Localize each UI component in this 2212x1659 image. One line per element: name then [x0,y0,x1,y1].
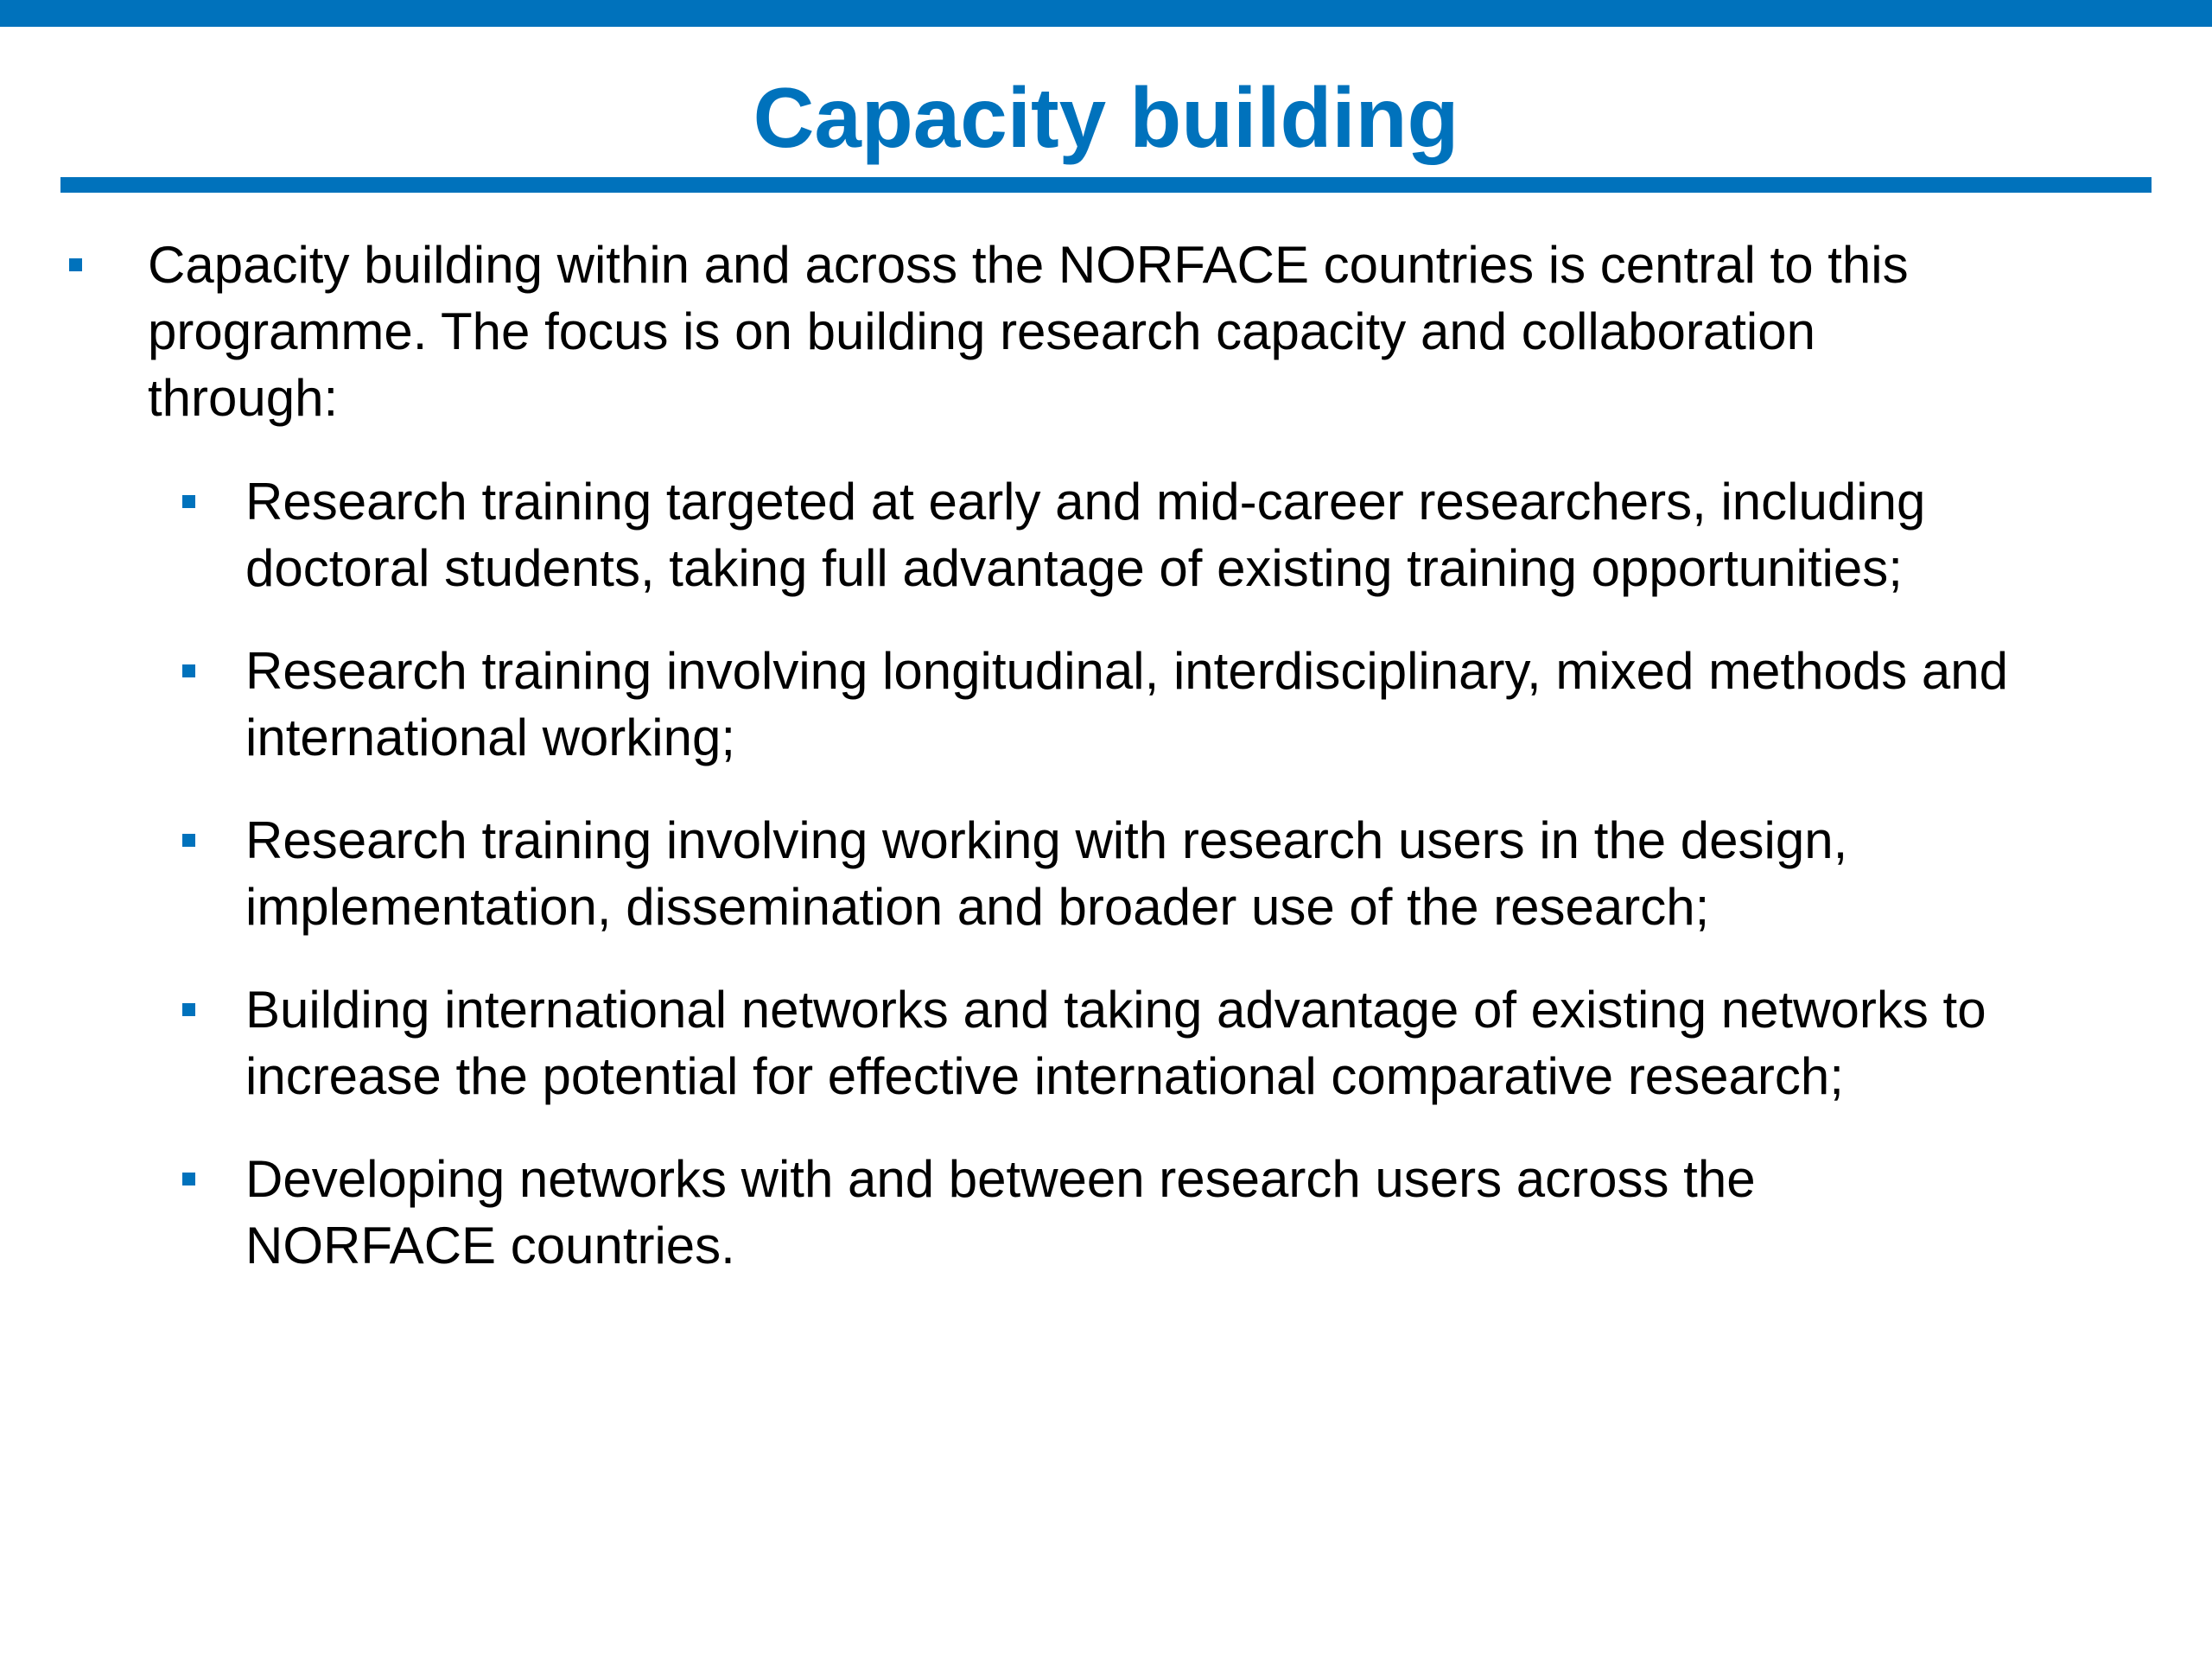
sub-bullet-text [245,468,1925,601]
text-line: increase the potential for effective international comparative research; [245,1047,1844,1105]
top-accent-bar [0,0,2212,27]
main-bullet [148,232,1909,431]
square-bullet-icon [182,664,195,677]
sub-bullet-international-networks [245,976,1986,1109]
text-line: programme. The focus is on building research capacity and collaboration [148,302,1815,360]
sub-bullet-research-training-early-career [245,468,1925,601]
sub-bullet-research-training-users [245,807,1847,940]
text-line: Research training targeted at early and mid-career researchers, including [245,473,1926,531]
sub-bullet-research-training-longitudinal [245,638,2008,771]
sub-bullet-user-networks [245,1146,1756,1279]
sub-bullet-text [245,1146,1756,1279]
main-bullet-text [148,232,1909,431]
sub-bullet-text [245,638,2008,771]
text-line: Research training involving longitudinal, interdisciplinary, mixed methods and [245,642,2008,700]
sub-bullet-text [245,976,1986,1109]
square-bullet-icon [69,258,82,271]
sub-bullet-text [245,807,1847,940]
text-line: through: [148,369,339,427]
square-bullet-icon [182,495,195,508]
title-underline [60,177,2152,193]
square-bullet-icon [182,1173,195,1185]
slide-title: Capacity building [753,70,1459,165]
square-bullet-icon [182,1003,195,1016]
text-line: Capacity building within and across the NORFACE countries is central to this [148,236,1909,294]
text-line: Building international networks and taking advantage of existing networks to [245,981,1986,1039]
text-line: doctoral students, taking full advantage of existing training opportunities; [245,539,1903,597]
text-line: implementation, dissemination and broader use of the research; [245,878,1710,936]
text-line: NORFACE countries. [245,1217,735,1274]
text-line: Developing networks with and between research users across the [245,1150,1756,1208]
text-line: Research training involving working with research users in the design, [245,811,1848,869]
text-line: international working; [245,709,735,766]
square-bullet-icon [182,834,195,847]
